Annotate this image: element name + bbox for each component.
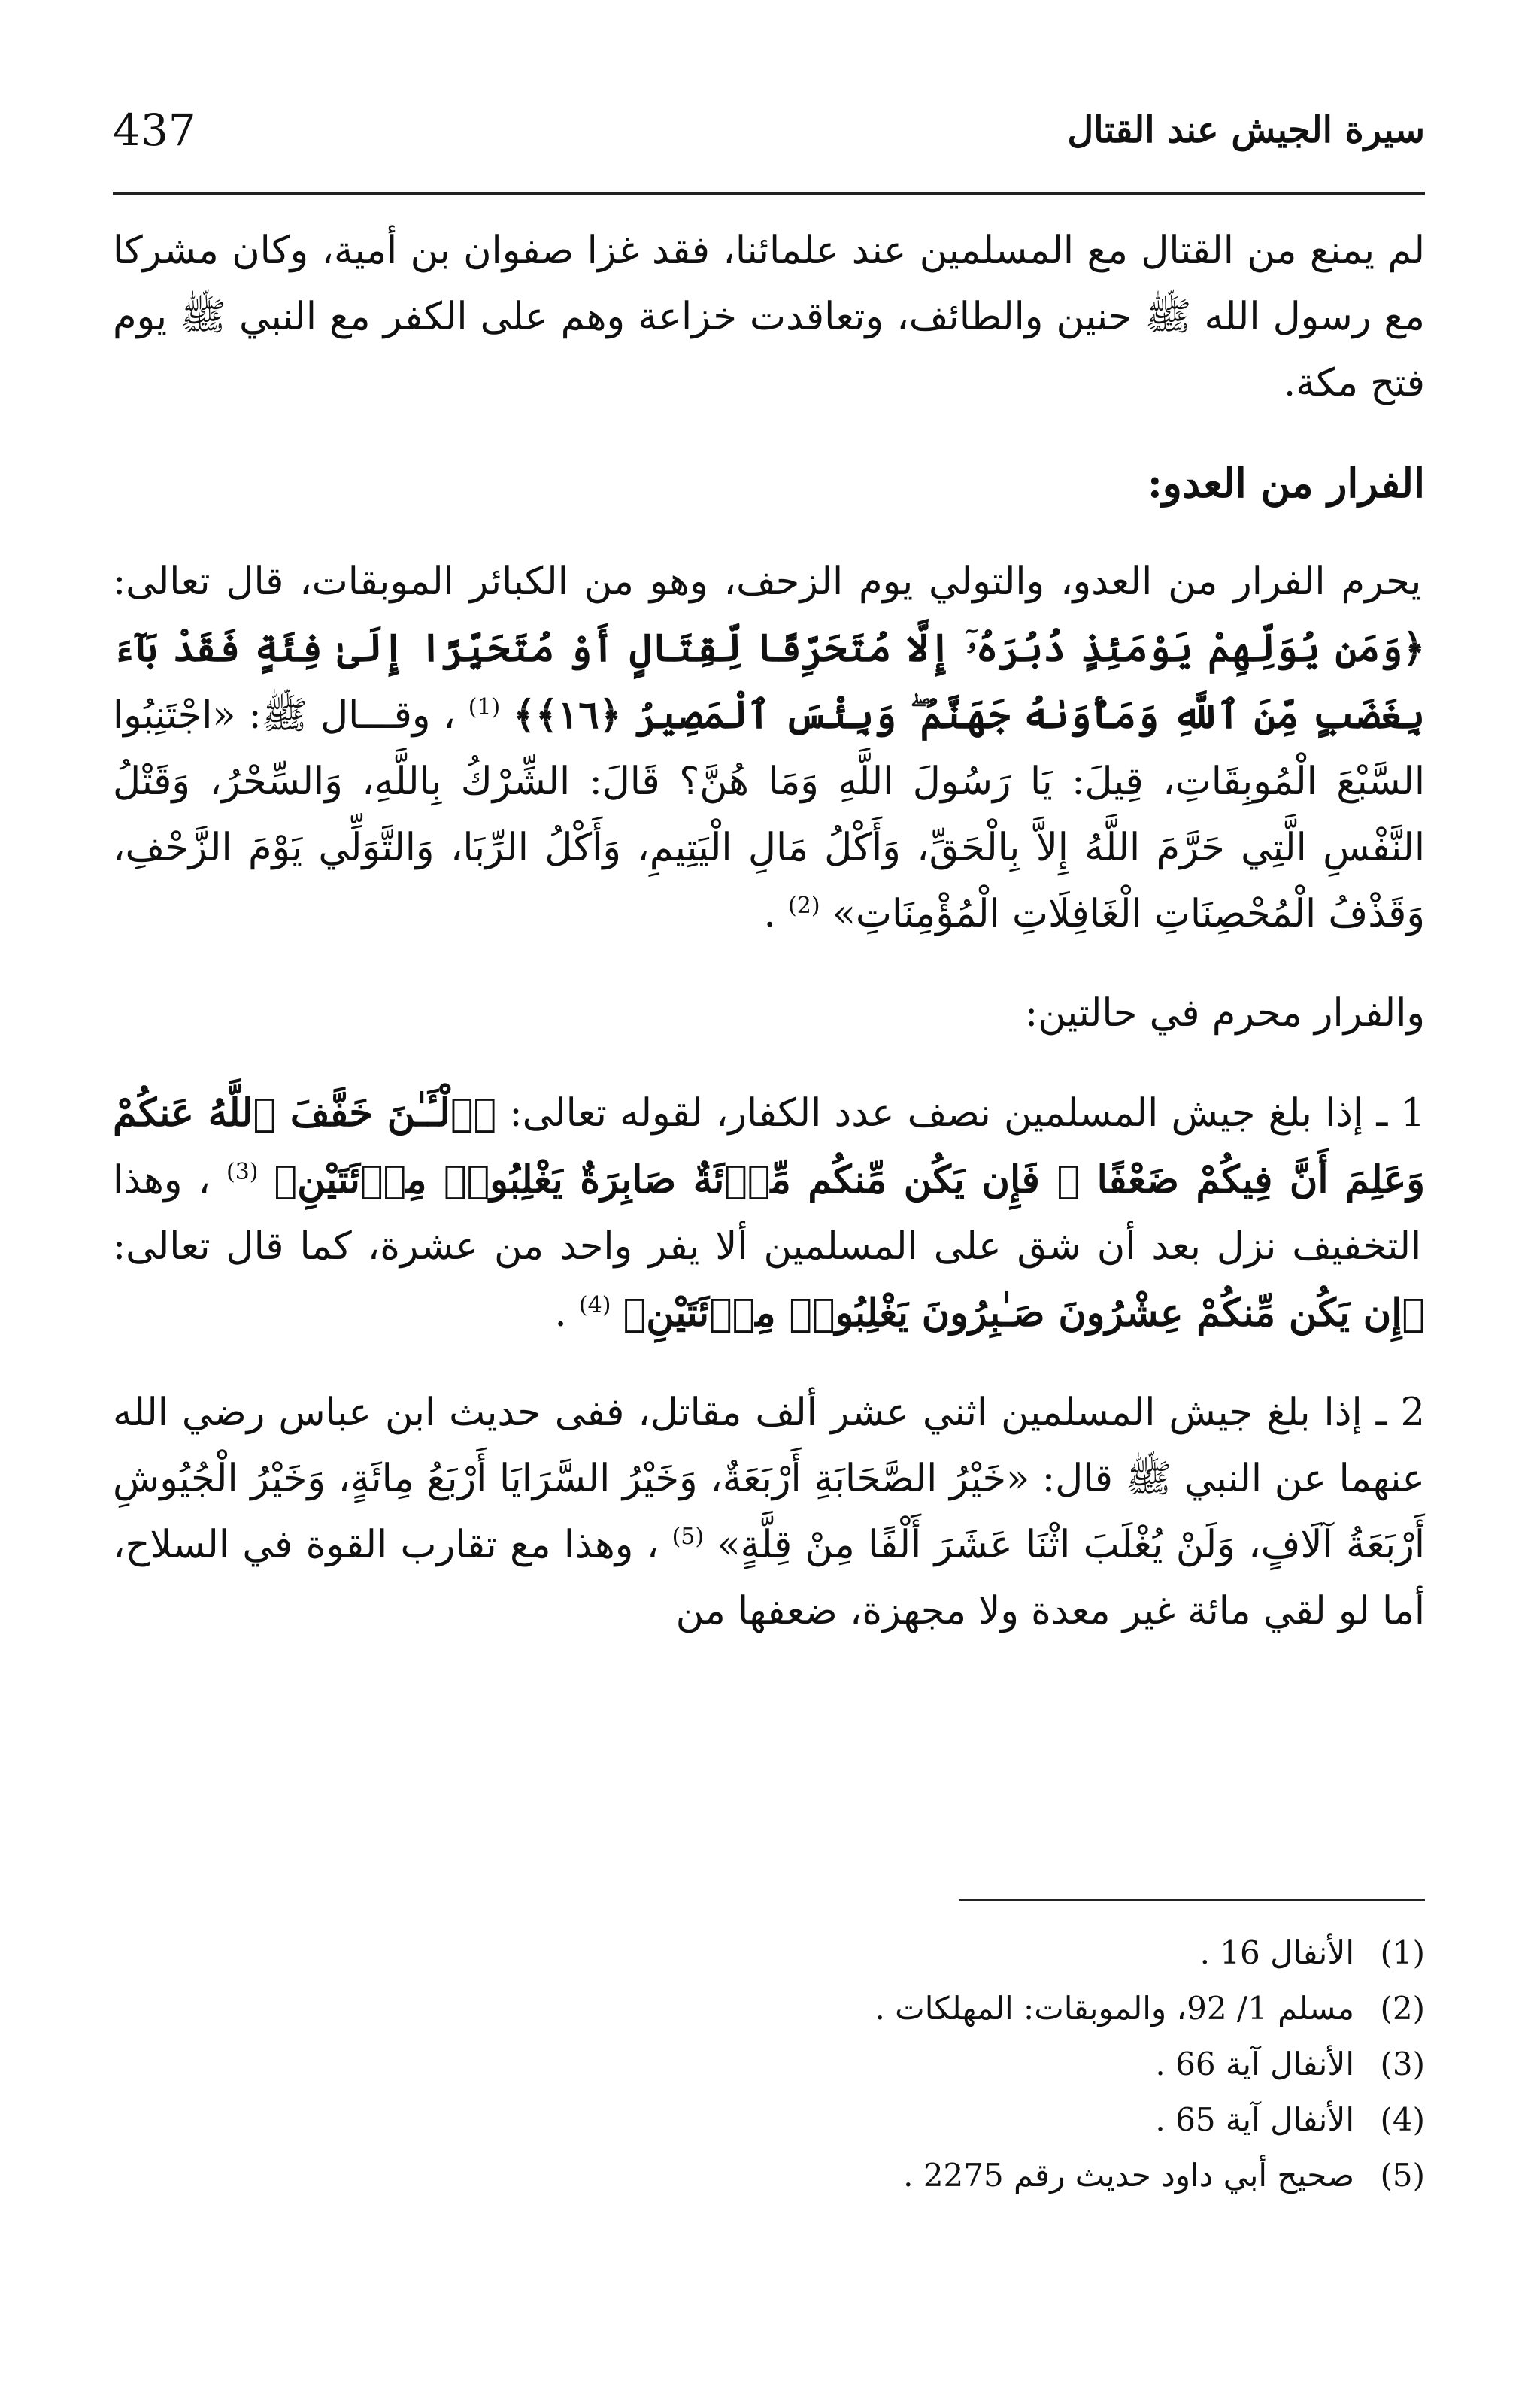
running-title: سيرة الجيش عند القتال (1067, 109, 1425, 151)
text-run: 2 ـ إذا بلغ جيش المسلمين اثني عشر ألف مقاتل، ففى حديث ابن عباس رضي الله عنهما عن النبي ﷺ قال: (113, 1391, 1425, 1501)
footnote-number: (4) (1380, 2101, 1425, 2138)
text-run: . (554, 1291, 567, 1336)
quran-verse: ﴿إِن يَكُن مِّنكُمْ عِشْرُونَ صَـٰبِرُونَ يَغْلِبُوا۟ مِا۟ئَتَيْنِ﴾ (623, 1290, 1425, 1336)
footnote-item (113, 2148, 1425, 2203)
text-run: . (763, 892, 776, 936)
footnotes-list (113, 1925, 1425, 2203)
footnote-number: (1) (1380, 1934, 1425, 1971)
footnote-item (113, 1925, 1425, 1981)
page-number: 437 (113, 105, 196, 156)
hadith-quote: «خَيْرُ الصَّحَابَةِ أَرْبَعَةٌ، وَخَيْرُ السَّرَايَا أَرْبَعُ مِائَةٍ، وَخَيْرُ الْجُيُوشِ أَرْبَعَةُ آلَافٍ، وَلَنْ يُغْلَبَ اثْنَا عَشَرَ أَلْفًا مِنْ قِلَّةٍ» (113, 1457, 1425, 1567)
text-run: يحرم الفرار من العدو، والتولي يوم الزحف، وهو من الكبائر الموبقات، قال تعالى: (113, 560, 1422, 604)
footnote-ref: (3) (226, 1159, 259, 1185)
quran-verse: ﴿وَمَن يُوَلِّهِمْ يَوْمَئِذٍ دُبُرَهُۥٓ إِلَّا مُتَحَرِّفًا لِّقِتَالٍ أَوْ مُتَحَيِّزًا إِلَىٰ فِئَةٍ فَقَدْ بَآءَ بِغَضَبٍ مِّنَ ٱللَّهِ وَمَأْوَىٰهُ جَهَنَّمُ ۖ وَبِئْسَ ٱلْمَصِيرُ ﴿١٦﴾﴾ (113, 626, 1426, 738)
footnote-text: الأنفال آية 66 . (1155, 2046, 1354, 2082)
section-heading: الفرار من العدو: (1147, 459, 1425, 507)
quran-verse: ﴿ٱلْـَٔـٰنَ خَفَّفَ ٱللَّهُ عَنكُمْ وَعَلِمَ أَنَّ فِيكُمْ ضَعْفًا ۚ فَإِن يَكُن مِّنكُم مِّا۟ئَةٌ صَابِرَةٌ يَغْلِبُوا۟ مِا۟ئَتَيْنِ﴾ (113, 1090, 1425, 1203)
book-page (113, 0, 1425, 2402)
footnote-text: مسلم 1/ 92، والموبقات: المهلكات . (875, 1990, 1354, 2027)
main-text (113, 218, 1425, 1645)
footnote-item (113, 1981, 1425, 2037)
paragraph: لم يمنع من القتال مع المسلمين عند علمائنا، فقد غزا صفوان بن أمية، وكان مشركا مع رسول الله ﷺ حنين والطائف، وتعاقدت خزاعة وهم على الكفر مع النبي ﷺ يوم فتح مكة. (113, 229, 1425, 405)
footnote-text: صحيح أبي داود حديث رقم 2275 . (903, 2157, 1354, 2194)
footnote-ref: (1) (468, 694, 501, 720)
paragraph (113, 1080, 1425, 1347)
text-run: ، وهذا التخفيف نزل بعد أن شق على المسلمين ألا يفر واحد من عشرة، كما قال تعالى: (113, 1158, 1422, 1269)
text-run: ، وهذا مع تقارب القوة في السلاح، أما لو لقي مائة غير معدة ولا مجهزة، ضعفها من (113, 1523, 1425, 1633)
paragraph (113, 1380, 1425, 1645)
footnote-text: الأنفال 16 . (1199, 1934, 1354, 1971)
paragraph (113, 549, 1425, 948)
footnote-ref: (5) (671, 1524, 705, 1550)
hadith-quote: «اجْتَنِبُوا السَّبْعَ الْمُوبِقَاتِ، قِيلَ: يَا رَسُولَ اللَّهِ وَمَا هُنَّ؟ قَالَ: الشِّرْكُ بِاللَّهِ، وَالسِّحْرُ، وَقَتْلُ النَّفْسِ الَّتِي حَرَّمَ اللَّهُ إِلاَّ بِالْحَقِّ، وَأَكْلُ مَالِ الْيَتِيمِ، وَأَكْلُ الرِّبَا، وَالتَّوَلِّي يَوْمَ الزَّحْفِ، وَقَذْفُ الْمُحْصِنَاتِ الْغَافِلَاتِ الْمُؤْمِنَاتِ» (113, 693, 1425, 936)
footnote-ref: (2) (788, 893, 820, 919)
footnote-number: (5) (1380, 2157, 1425, 2194)
footnote-item (113, 2092, 1425, 2148)
text-run: ، وقـــال ﷺ: (235, 693, 456, 738)
page-header (113, 102, 1425, 169)
footnote-item (113, 2037, 1425, 2092)
footnote-rule (959, 1899, 1425, 1901)
footnote-number: (3) (1380, 2046, 1425, 2082)
paragraph: والفرار محرم في حالتين: (1025, 991, 1425, 1036)
footnote-text: الأنفال آية 65 . (1155, 2101, 1354, 2138)
footnote-ref: (4) (578, 1292, 611, 1318)
text-run: 1 ـ إذا بلغ جيش المسلمين نصف عدد الكفار، لقوله تعالى: (496, 1091, 1426, 1136)
header-rule (113, 192, 1425, 195)
footnote-number: (2) (1380, 1990, 1425, 2027)
